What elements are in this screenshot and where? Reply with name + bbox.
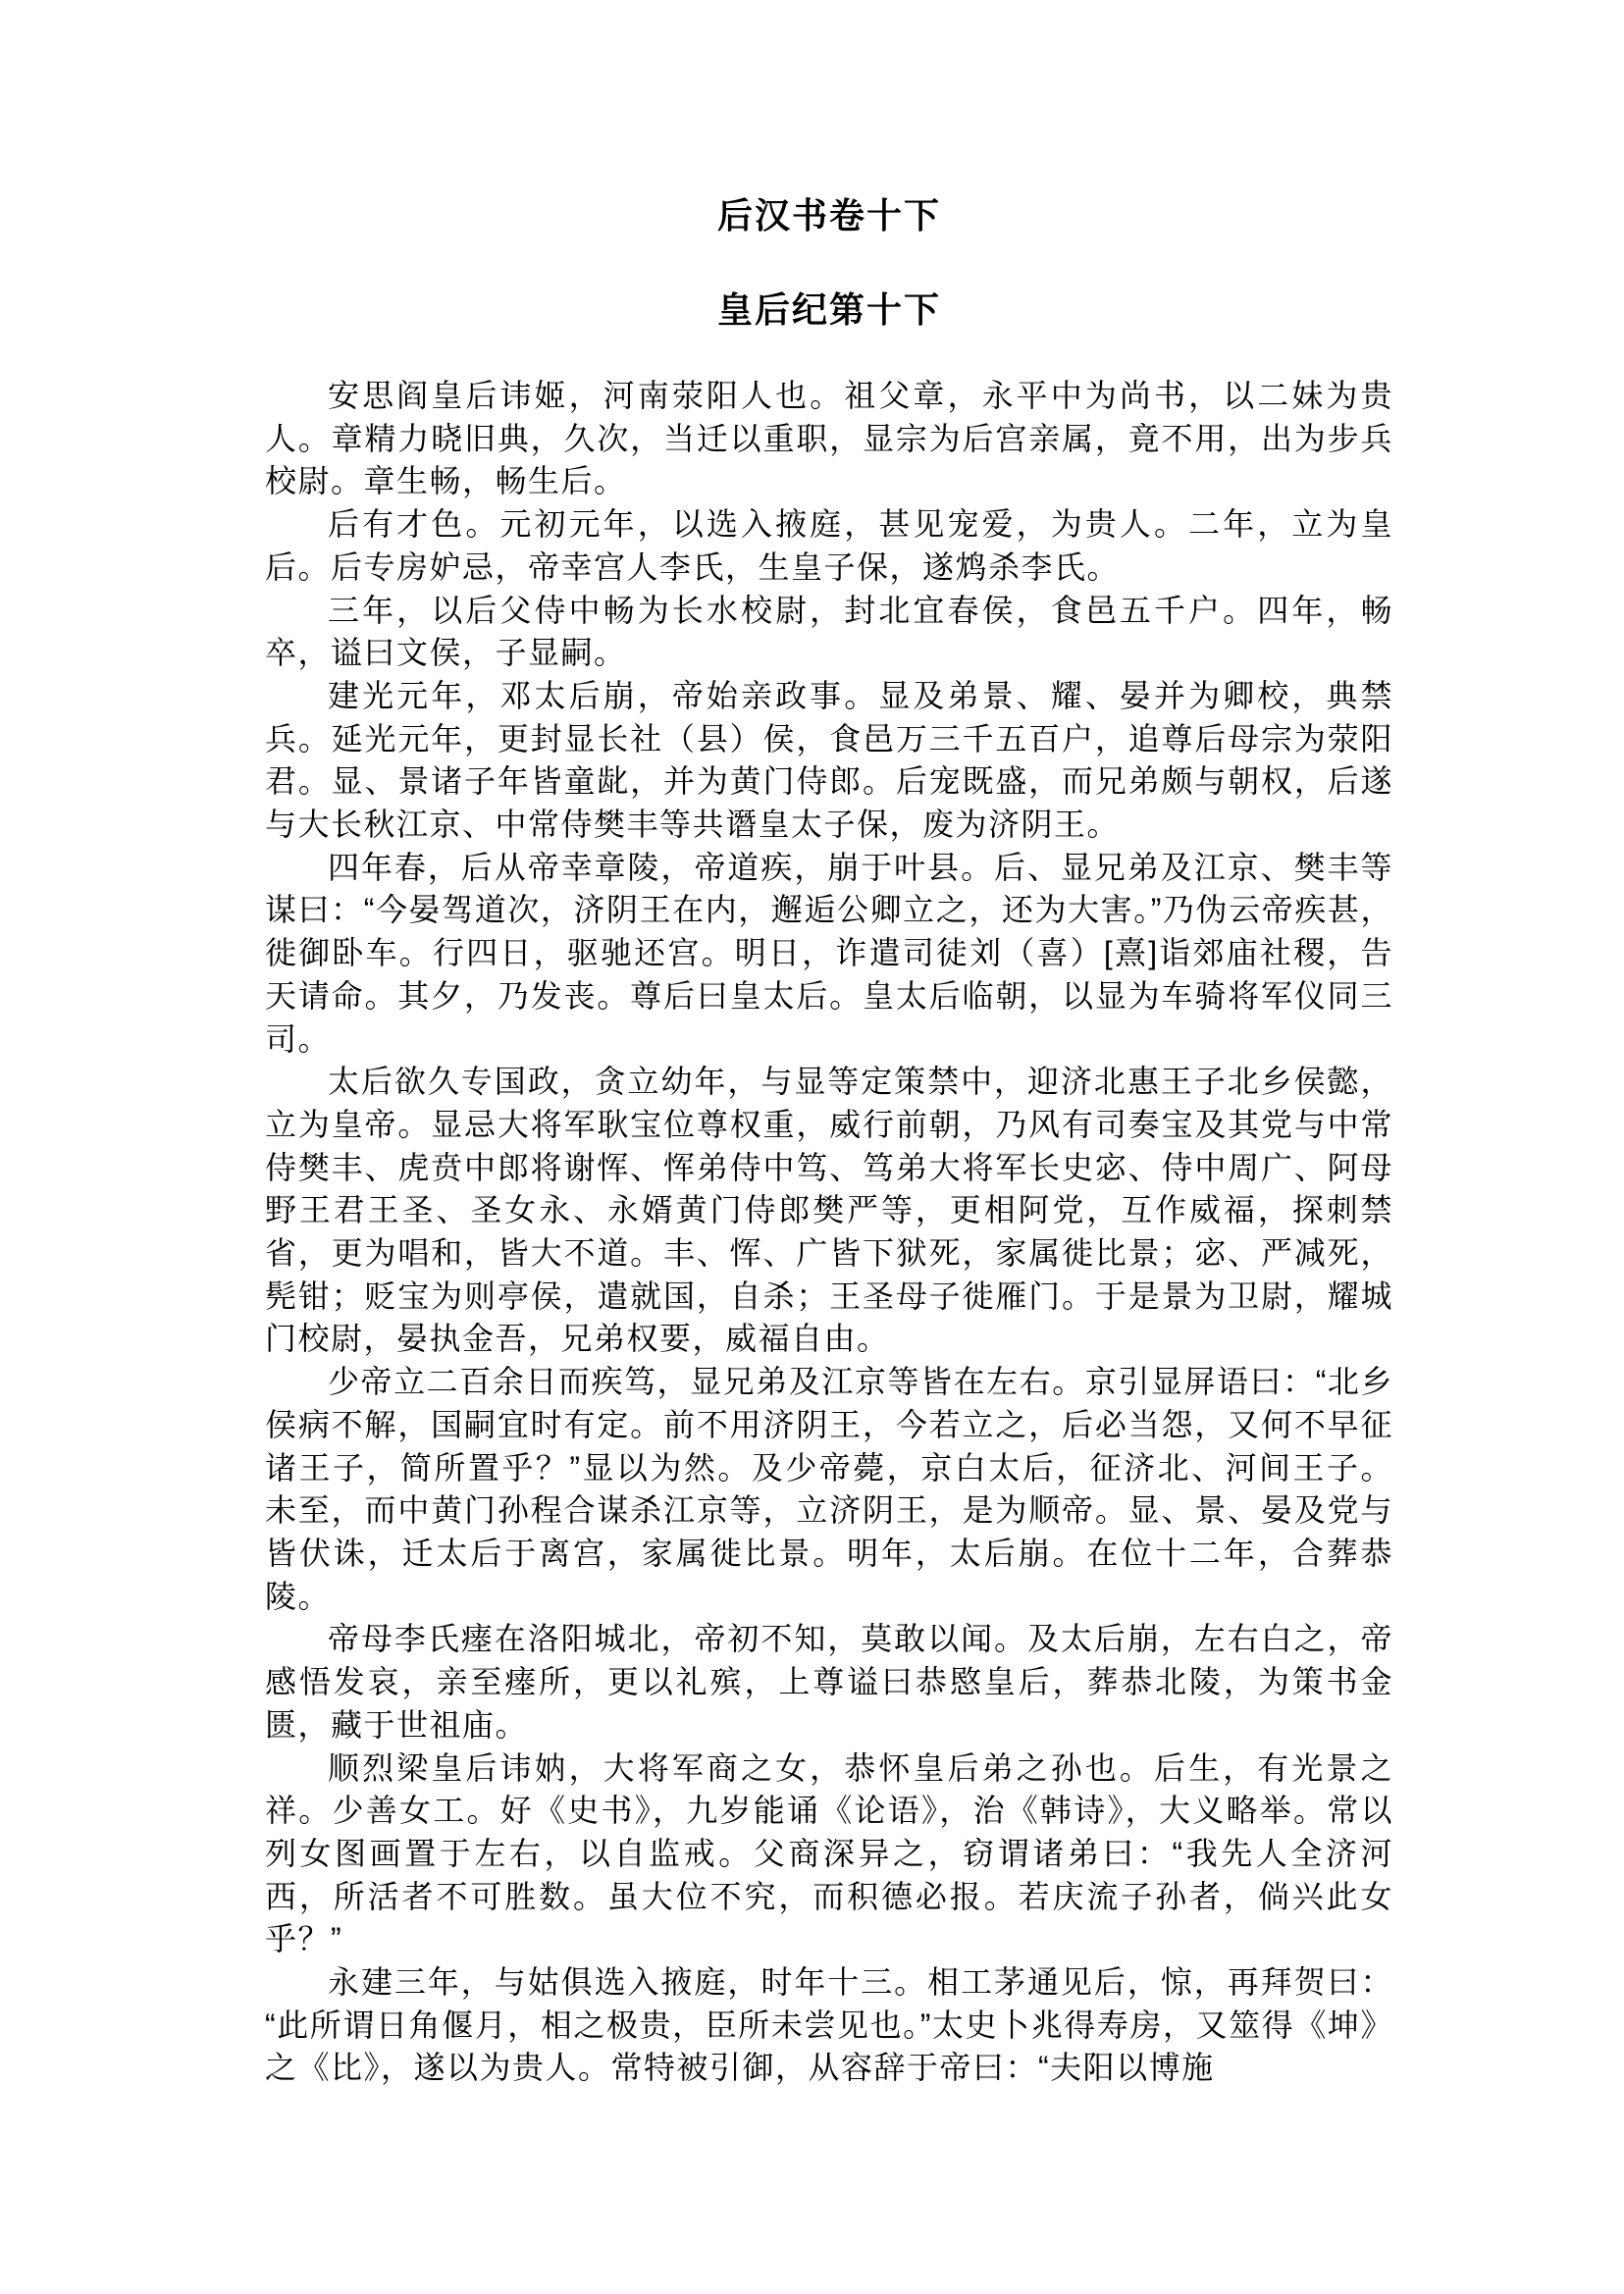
paragraph: 三年，以后父侍中畅为长水校尉，封北宜春侯，食邑五千户。四年，畅卒，谥曰文侯，子显嗣。 <box>265 592 1393 671</box>
paragraph: 后有才色。元初元年，以选入掖庭，甚见宠爱，为贵人。二年，立为皇后。后专房妒忌，帝幸宫人李氏，生皇子保，遂鸩杀李氏。 <box>265 506 1393 585</box>
paragraph: 顺烈梁皇后讳妠，大将军商之女，恭怀皇后弟之孙也。后生，有光景之祥。少善女工。好《史书》，九岁能诵《论语》，治《韩诗》，大义略举。常以列女图画置于左右，以自监戒。父商深异之，窃谓诸弟曰：“我先人全济河西，所活者不可胜数。虽大位不究，而积德必报。若庆流子孙者，倘兴此女乎？” <box>265 1749 1393 1957</box>
paragraph: 建光元年，邓太后崩，帝始亲政事。显及弟景、耀、晏并为卿校，典禁兵。延光元年，更封显长社（县）侯，食邑万三千五百户，追尊后母宗为荥阳君。显、景诸子年皆童龀，并为黄门侍郎。后宠既盛，而兄弟颇与朝权，后遂与大长秋江京、中常侍樊丰等共谮皇太子保，废为济阴王。 <box>265 677 1393 843</box>
document-body <box>265 375 1393 2090</box>
paragraph: 少帝立二百余日而疾笃，显兄弟及江京等皆在左右。京引显屏语曰：“北乡侯病不解，国嗣宜时有定。前不用济阴王，今若立之，后必当怨，又何不早征诸王子，简所置乎？”显以为然。及少帝薨，京白太后，征济北、河间王子。未至，而中黄门孙程合谋杀江京等，立济阴王，是为顺帝。显、景、晏及党与皆伏诛，迁太后于离宫，家属徙比景。明年，太后崩。在位十二年，合葬恭陵。 <box>265 1364 1393 1614</box>
paragraph: 永建三年，与姑俱选入掖庭，时年十三。相工茅通见后，惊，再拜贺曰：“此所谓日角偃月，相之极贵，臣所未尝见也。”太史卜兆得寿房，又筮得《坤》之《比》，遂以为贵人。常特被引御，从容辞于帝曰：“夫阳以博施 <box>265 1964 1393 2086</box>
paragraph: 安思阎皇后讳姬，河南荥阳人也。祖父章，永平中为尚书，以二妹为贵人。章精力晓旧典，久次，当迁以重职，显宗为后宫亲属，竟不用，出为步兵校尉。章生畅，畅生后。 <box>265 378 1393 499</box>
paragraph: 太后欲久专国政，贪立幼年，与显等定策禁中，迎济北惠王子北乡侯懿，立为皇帝。显忌大将军耿宝位尊权重，威行前朝，乃风有司奏宝及其党与中常侍樊丰、虎贲中郎将谢恽、恽弟侍中笃、笃弟大将军长史宓、侍中周广、阿母野王君王圣、圣女永、永婿黄门侍郎樊严等，更相阿党，互作威福，探刺禁省，更为唱和，皆大不道。丰、恽、广皆下狱死，家属徙比景；宓、严减死，髡钳；贬宝为则亭侯，遣就国，自杀；王圣母子徙雁门。于是景为卫尉，耀城门校尉，晏执金吾，兄弟权要，威福自由。 <box>265 1064 1393 1357</box>
document-title: 后汉书卷十下 <box>716 195 941 235</box>
chapter-heading: 皇后纪第十下 <box>716 289 941 330</box>
paragraph: 四年春，后从帝幸章陵，帝道疾，崩于叶县。后、显兄弟及江京、樊丰等谋曰：“今晏驾道次，济阴王在内，邂逅公卿立之，还为大害。”乃伪云帝疾甚，徙御卧车。行四日，驱驰还宫。明日，诈遣司徒刘（喜）[熹]诣郊庙社稷，告天请命。其夕，乃发丧。尊后曰皇太后。皇太后临朝，以显为车骑将军仪同三司。 <box>265 849 1393 1057</box>
paragraph: 帝母李氏瘗在洛阳城北，帝初不知，莫敢以闻。及太后崩，左右白之，帝感悟发哀，亲至瘗所，更以礼殡，上尊谥曰恭愍皇后，葬恭北陵，为策书金匮，藏于世祖庙。 <box>265 1621 1393 1743</box>
